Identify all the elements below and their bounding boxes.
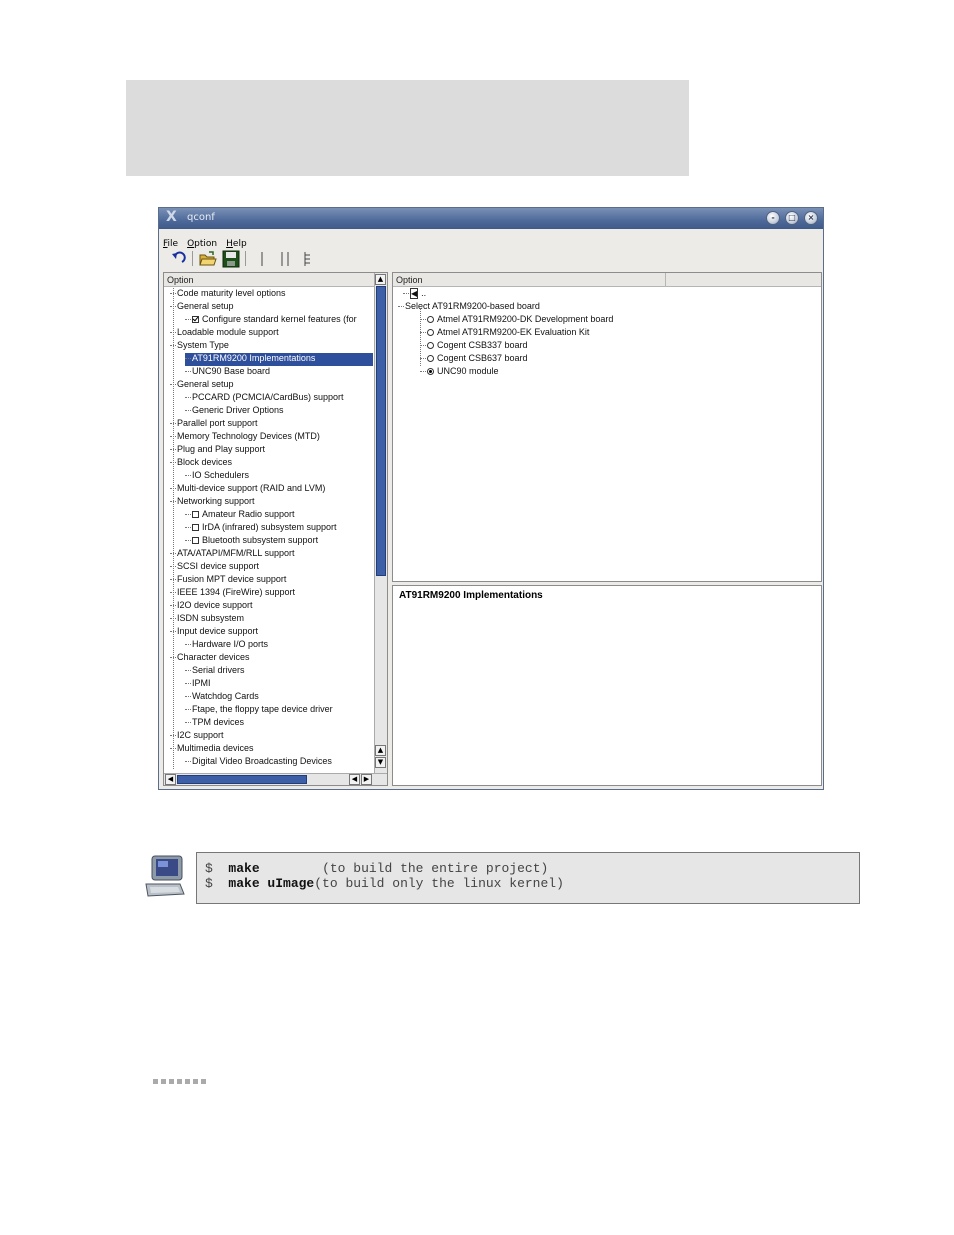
tree-item[interactable]: [185, 522, 337, 535]
tree-item-label: Configure standard kernel features (for: [202, 314, 357, 324]
tree-horizontal-scrollbar[interactable]: [164, 773, 387, 785]
section-divider: [153, 1069, 209, 1088]
tree-branch: [185, 722, 191, 723]
tree-branch: [185, 540, 191, 541]
tree-item-label: UNC90 Base board: [192, 366, 271, 376]
tree-branch: [170, 501, 176, 502]
x-logo-icon: X: [166, 209, 177, 225]
option-list-pane: [392, 272, 822, 582]
tree-item[interactable]: [170, 743, 254, 756]
toolbar: [163, 248, 819, 270]
tree-branch: [170, 462, 176, 463]
tree-branch: [420, 371, 426, 372]
full-view-icon[interactable]: [299, 250, 317, 268]
menu-option[interactable]: Option: [187, 239, 218, 249]
tree-item[interactable]: [185, 756, 332, 769]
tree-branch: [403, 293, 409, 294]
tree-item[interactable]: [170, 600, 253, 613]
tree-item-label: Hardware I/O ports: [192, 639, 269, 649]
radio-button[interactable]: [427, 342, 434, 349]
tree-guide-line: [420, 308, 421, 366]
window-title: qconf: [187, 212, 215, 223]
load-icon[interactable]: [199, 250, 217, 268]
tree-item[interactable]: [170, 444, 265, 457]
option-item[interactable]: [420, 340, 528, 353]
tree-item-label: AT91RM9200 Implementations: [192, 353, 316, 363]
tree-branch: [185, 683, 191, 684]
option-item[interactable]: [420, 353, 528, 366]
tree-item[interactable]: [170, 730, 224, 743]
tree-item-label: SCSI device support: [177, 561, 260, 571]
scroll-left-icon[interactable]: ◀: [165, 774, 176, 785]
option-header-extra: [666, 273, 821, 287]
tree-branch: [170, 332, 176, 333]
tree-item[interactable]: [185, 509, 295, 522]
option-item-label: Atmel AT91RM9200-DK Development board: [437, 314, 614, 324]
checkbox[interactable]: [192, 524, 199, 531]
scroll-up-icon[interactable]: ▲: [375, 274, 386, 285]
tree-item[interactable]: [170, 483, 325, 496]
tree-item-label: IrDA (infrared) subsystem support: [202, 522, 337, 532]
tree-branch: [398, 306, 404, 307]
tree-item[interactable]: [185, 353, 373, 366]
tree-item[interactable]: [170, 652, 250, 665]
back-arrow-icon[interactable]: ◀: [411, 289, 418, 298]
tree-item-label: Block devices: [177, 457, 233, 467]
tree-branch: [185, 514, 191, 515]
tree-branch: [170, 293, 176, 294]
tree-item[interactable]: [170, 561, 259, 574]
tree-item-label: ATA/ATAPI/MFM/RLL support: [177, 548, 295, 558]
tree-item[interactable]: [170, 496, 255, 509]
tree-item[interactable]: [185, 717, 244, 730]
tree-branch: [170, 631, 176, 632]
tree-item[interactable]: [185, 678, 211, 691]
help-pane: [392, 585, 822, 786]
tree-item-label: Multi-device support (RAID and LVM): [177, 483, 326, 493]
tree-item-label: General setup: [177, 379, 234, 389]
scroll-down-icon[interactable]: ▼: [375, 757, 386, 768]
option-item-label: Cogent CSB637 board: [437, 353, 528, 363]
tree-item[interactable]: [170, 418, 258, 431]
top-banner: [126, 80, 689, 176]
tree-item-label: Plug and Play support: [177, 444, 266, 454]
tree-vertical-scrollbar[interactable]: [374, 273, 387, 773]
tree-item[interactable]: [185, 535, 318, 548]
tree-item-label: Networking support: [177, 496, 255, 506]
tree-branch: [185, 527, 191, 528]
tree-item-label: Multimedia devices: [177, 743, 254, 753]
save-icon[interactable]: [222, 250, 240, 268]
tree-item-label: System Type: [177, 340, 229, 350]
code-line: $ make (to build the entire project): [205, 861, 549, 876]
tree-item[interactable]: [185, 405, 284, 418]
tree-branch: [185, 397, 191, 398]
option-item-label: UNC90 module: [437, 366, 499, 376]
tree-item-label: TPM devices: [192, 717, 245, 727]
checkbox[interactable]: [192, 511, 199, 518]
tree-item[interactable]: [185, 392, 344, 405]
scroll-right-icon[interactable]: ▶: [361, 774, 372, 785]
tree-item[interactable]: [170, 288, 286, 301]
tree-branch: [170, 579, 176, 580]
tree-branch: [170, 449, 176, 450]
tree-item-label: Input device support: [177, 626, 259, 636]
tree-branch: [185, 358, 191, 359]
option-item-label: ..: [421, 288, 427, 298]
horizontal-scroll-thumb[interactable]: [177, 775, 307, 784]
tree-item-label: Code maturity level options: [177, 288, 286, 298]
toolbar-separator: [245, 251, 246, 266]
option-item[interactable]: [403, 288, 426, 301]
tree-branch: [170, 566, 176, 567]
checkbox[interactable]: [192, 537, 199, 544]
menu-file[interactable]: File: [163, 239, 179, 249]
tree-item-label: Digital Video Broadcasting Devices: [192, 756, 332, 766]
tree-item[interactable]: [170, 574, 286, 587]
config-tree-pane: [163, 272, 388, 786]
maximize-button[interactable]: □: [785, 211, 799, 225]
tree-item[interactable]: [185, 639, 268, 652]
tree-item[interactable]: [185, 665, 245, 678]
tree-branch: [185, 644, 191, 645]
radio-button[interactable]: [427, 329, 434, 336]
tree-item-label: Fusion MPT device support: [177, 574, 287, 584]
tree-branch: [185, 696, 191, 697]
back-icon[interactable]: [169, 250, 187, 268]
option-item[interactable]: [420, 314, 613, 327]
title-bar[interactable]: [159, 208, 823, 229]
tree-branch: [185, 319, 191, 320]
tree-guide-line: [173, 288, 174, 769]
tree-branch: [170, 748, 176, 749]
menu-help[interactable]: Help: [226, 239, 247, 249]
toolbar-separator: [192, 251, 193, 266]
scroll-up-icon[interactable]: ▲: [375, 745, 386, 756]
tree-branch: [170, 423, 176, 424]
tree-item-label: Serial drivers: [192, 665, 245, 675]
tree-branch: [170, 384, 176, 385]
tree-item-label: Parallel port support: [177, 418, 258, 428]
tree-branch: [185, 670, 191, 671]
tree-item[interactable]: [185, 366, 270, 379]
scroll-thumb[interactable]: [376, 286, 386, 576]
tree-branch: [185, 410, 191, 411]
tree-branch: [185, 761, 191, 762]
tree-branch: [170, 553, 176, 554]
tree-item[interactable]: [170, 613, 244, 626]
tree-item-label: Watchdog Cards: [192, 691, 259, 701]
tree-item[interactable]: [170, 587, 295, 600]
radio-button[interactable]: [427, 316, 434, 323]
tree-branch: [170, 592, 176, 593]
tree-item[interactable]: [185, 314, 357, 327]
tree-item-label: IEEE 1394 (FireWire) support: [177, 587, 296, 597]
tree-header[interactable]: Option: [164, 273, 374, 287]
tree-branch: [170, 605, 176, 606]
scroll-left-icon[interactable]: ◀: [349, 774, 360, 785]
option-item-label: Atmel AT91RM9200-EK Evaluation Kit: [437, 327, 590, 337]
minimize-button[interactable]: -: [766, 211, 780, 225]
tree-branch: [170, 735, 176, 736]
menu-bar: [163, 231, 819, 249]
tree-item-label: Loadable module support: [177, 327, 279, 337]
tree-branch: [170, 488, 176, 489]
tree-item[interactable]: [170, 379, 234, 392]
tree-item[interactable]: [170, 626, 258, 639]
tree-item[interactable]: [170, 301, 234, 314]
option-item[interactable]: [420, 366, 499, 379]
tree-item-label: PCCARD (PCMCIA/CardBus) support: [192, 392, 344, 402]
option-header[interactable]: Option: [393, 273, 666, 287]
tree-branch: [170, 345, 176, 346]
tree-item-label: Generic Driver Options: [192, 405, 284, 415]
tree-item-label: IO Schedulers: [192, 470, 250, 480]
tree-item[interactable]: [170, 340, 229, 353]
tree-item-label: I2O device support: [177, 600, 253, 610]
radio-button[interactable]: [427, 368, 434, 375]
tree-item-label: General setup: [177, 301, 234, 311]
tree-item-label: Amateur Radio support: [202, 509, 295, 519]
computer-icon: [144, 854, 186, 898]
tree-branch: [185, 371, 191, 372]
single-view-icon[interactable]: [253, 250, 271, 268]
help-title: AT91RM9200 Implementations: [399, 590, 543, 601]
tree-branch: [185, 475, 191, 476]
radio-button[interactable]: [427, 355, 434, 362]
checkbox[interactable]: [192, 316, 199, 323]
option-item[interactable]: [420, 327, 589, 340]
tree-item[interactable]: [170, 327, 279, 340]
tree-item[interactable]: [170, 431, 320, 444]
option-item-label: Select AT91RM9200-based board: [405, 301, 540, 311]
close-button[interactable]: ×: [804, 211, 818, 225]
qconf-window: [158, 207, 824, 790]
tree-item[interactable]: [170, 548, 295, 561]
split-view-icon[interactable]: [276, 250, 294, 268]
tree-item-label: ISDN subsystem: [177, 613, 245, 623]
code-line: $ make uImage(to build only the linux kernel): [205, 876, 564, 891]
tree-branch: [170, 306, 176, 307]
tree-item-label: I2C support: [177, 730, 224, 740]
tree-item-label: IPMI: [192, 678, 211, 688]
tree-item[interactable]: [185, 691, 259, 704]
tree-branch: [170, 436, 176, 437]
tree-item-label: Memory Technology Devices (MTD): [177, 431, 320, 441]
tree-item[interactable]: [170, 457, 232, 470]
tree-item-label: Bluetooth subsystem support: [202, 535, 319, 545]
tree-branch: [185, 709, 191, 710]
tree-branch: [170, 618, 176, 619]
tree-item[interactable]: [185, 470, 249, 483]
tree-branch: [170, 657, 176, 658]
code-block: [196, 852, 860, 904]
tree-item-label: Ftape, the floppy tape device driver: [192, 704, 333, 714]
tree-item-label: Character devices: [177, 652, 250, 662]
tree-item[interactable]: [185, 704, 333, 717]
option-item-label: Cogent CSB337 board: [437, 340, 528, 350]
